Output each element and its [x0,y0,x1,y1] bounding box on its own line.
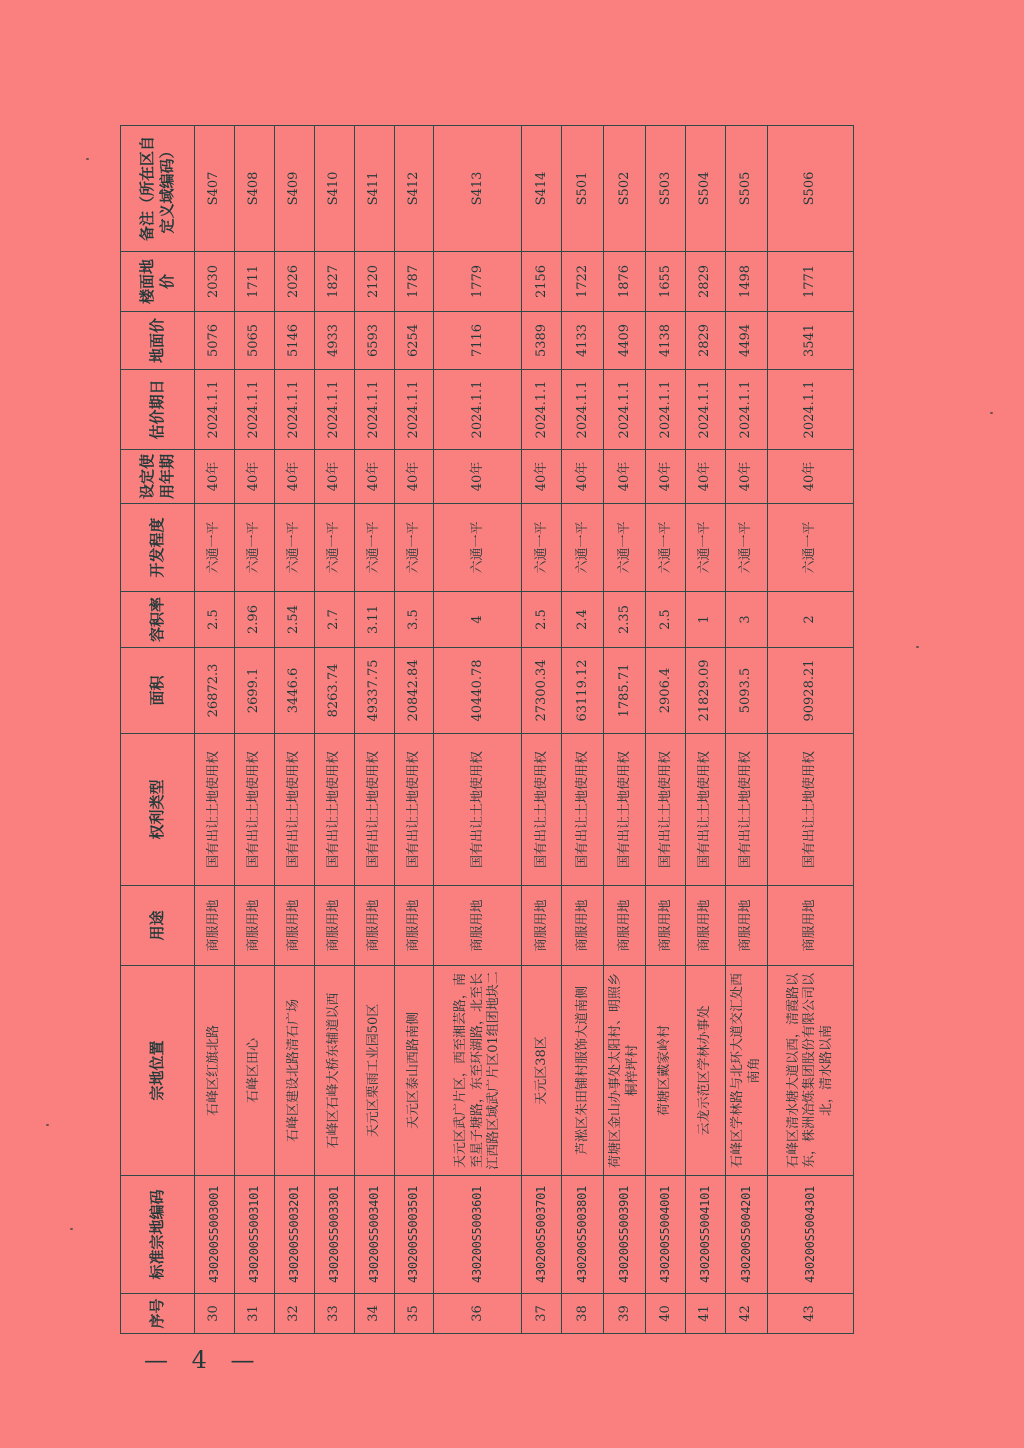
cell-location: 石峰区红旗北路 [195,966,235,1176]
cell-years: 40年 [274,450,314,504]
cell-area: 2906.4 [646,648,686,734]
cell-far: 4 [434,592,522,648]
cell-right: 国有出让土地使用权 [646,734,686,886]
header-dev: 开发程度 [121,504,195,592]
cell-land-price: 2829 [686,312,726,370]
page-number: — 4 — [144,1346,263,1374]
scan-speck [70,1228,73,1230]
cell-remark: S414 [522,126,562,252]
cell-date: 2024.1.1 [768,370,854,450]
header-far: 容积率 [121,592,195,648]
cell-remark: S408 [234,126,274,252]
cell-code: 430200S5004101 [686,1176,726,1294]
cell-remark: S501 [562,126,604,252]
cell-right: 国有出让土地使用权 [234,734,274,886]
cell-floor-price: 2026 [274,252,314,312]
rotated-table-sheet [120,136,854,1334]
cell-use: 商服用地 [394,886,434,966]
header-right: 权利类型 [121,734,195,886]
cell-seq: 35 [394,1294,434,1334]
cell-location: 天元区栗雨工业园50区 [354,966,394,1176]
cell-far: 3 [726,592,768,648]
cell-remark: S412 [394,126,434,252]
cell-remark: S409 [274,126,314,252]
cell-code: 430200S5004201 [726,1176,768,1294]
scan-speck [916,646,919,648]
cell-date: 2024.1.1 [604,370,646,450]
table-row [646,126,686,1334]
cell-floor-price: 2829 [686,252,726,312]
cell-use: 商服用地 [354,886,394,966]
cell-code: 430200S5003101 [234,1176,274,1294]
cell-right: 国有出让土地使用权 [686,734,726,886]
table-row [314,126,354,1334]
cell-dev: 六通一平 [562,504,604,592]
cell-area: 27300.34 [522,648,562,734]
cell-dev: 六通一平 [314,504,354,592]
cell-use: 商服用地 [726,886,768,966]
cell-date: 2024.1.1 [522,370,562,450]
header-remark: 备注（所在区自定义域编码） [121,126,195,252]
cell-far: 2.35 [604,592,646,648]
cell-land-price: 4133 [562,312,604,370]
cell-use: 商服用地 [522,886,562,966]
cell-dev: 六通一平 [234,504,274,592]
cell-far: 3.5 [394,592,434,648]
cell-code: 430200S5003901 [604,1176,646,1294]
cell-seq: 31 [234,1294,274,1334]
cell-dev: 六通一平 [646,504,686,592]
cell-years: 40年 [562,450,604,504]
table-row [686,126,726,1334]
cell-area: 3446.6 [274,648,314,734]
cell-location: 荷塘区金山办事处太阳村、明照乡桐梓坪村 [604,966,646,1176]
scan-speck [46,1124,49,1126]
cell-land-price: 5389 [522,312,562,370]
cell-right: 国有出让土地使用权 [768,734,854,886]
cell-far: 3.11 [354,592,394,648]
cell-far: 2.5 [195,592,235,648]
cell-area: 40440.78 [434,648,522,734]
cell-use: 商服用地 [234,886,274,966]
cell-dev: 六通一平 [768,504,854,592]
header-use: 用途 [121,886,195,966]
cell-date: 2024.1.1 [726,370,768,450]
cell-code: 430200S5004001 [646,1176,686,1294]
header-seq: 序号 [121,1294,195,1334]
cell-code: 430200S5003401 [354,1176,394,1294]
cell-code: 430200S5003601 [434,1176,522,1294]
cell-far: 2.7 [314,592,354,648]
cell-date: 2024.1.1 [434,370,522,450]
cell-seq: 38 [562,1294,604,1334]
cell-seq: 32 [274,1294,314,1334]
cell-far: 1 [686,592,726,648]
cell-years: 40年 [522,450,562,504]
cell-land-price: 5076 [195,312,235,370]
table-row [394,126,434,1334]
cell-code: 430200S5003501 [394,1176,434,1294]
cell-date: 2024.1.1 [274,370,314,450]
table-row [562,126,604,1334]
table-row [195,126,235,1334]
cell-years: 40年 [726,450,768,504]
cell-right: 国有出让土地使用权 [726,734,768,886]
cell-location: 石峰区石峰大桥东辅道以西 [314,966,354,1176]
cell-remark: S410 [314,126,354,252]
cell-area: 21829.09 [686,648,726,734]
cell-use: 商服用地 [604,886,646,966]
cell-years: 40年 [234,450,274,504]
cell-right: 国有出让土地使用权 [195,734,235,886]
cell-dev: 六通一平 [394,504,434,592]
cell-remark: S407 [195,126,235,252]
cell-seq: 36 [434,1294,522,1334]
cell-floor-price: 1787 [394,252,434,312]
cell-floor-price: 1722 [562,252,604,312]
cell-area: 20842.84 [394,648,434,734]
cell-seq: 33 [314,1294,354,1334]
cell-right: 国有出让土地使用权 [394,734,434,886]
cell-floor-price: 2156 [522,252,562,312]
cell-remark: S413 [434,126,522,252]
table-row [354,126,394,1334]
table-row [234,126,274,1334]
cell-right: 国有出让土地使用权 [604,734,646,886]
cell-dev: 六通一平 [604,504,646,592]
cell-floor-price: 2120 [354,252,394,312]
cell-date: 2024.1.1 [354,370,394,450]
cell-dev: 六通一平 [522,504,562,592]
cell-location: 天元区武广片区，西至湘芸路，南至星子塘路，东至环湖路，北至长江西路区域武广片区01组团地块二 [434,966,522,1176]
cell-date: 2024.1.1 [314,370,354,450]
table-row [434,126,522,1334]
cell-floor-price: 1779 [434,252,522,312]
cell-floor-price: 1655 [646,252,686,312]
cell-land-price: 5065 [234,312,274,370]
cell-use: 商服用地 [768,886,854,966]
table-rotation-wrapper [120,136,854,1334]
cell-location: 天元区泰山西路南侧 [394,966,434,1176]
table-row [274,126,314,1334]
cell-seq: 40 [646,1294,686,1334]
cell-land-price: 7116 [434,312,522,370]
cell-code: 430200S5003701 [522,1176,562,1294]
cell-land-price: 4494 [726,312,768,370]
cell-seq: 30 [195,1294,235,1334]
cell-floor-price: 2030 [195,252,235,312]
cell-location: 天元区38区 [522,966,562,1176]
cell-land-price: 4933 [314,312,354,370]
cell-floor-price: 1827 [314,252,354,312]
cell-dev: 六通一平 [434,504,522,592]
land-price-table [120,125,854,1334]
cell-code: 430200S5003301 [314,1176,354,1294]
cell-location: 荷塘区戴家岭村 [646,966,686,1176]
cell-location: 石峰区学林路与北环大道交汇处西南角 [726,966,768,1176]
cell-date: 2024.1.1 [195,370,235,450]
cell-area: 63119.12 [562,648,604,734]
cell-seq: 34 [354,1294,394,1334]
header-land-price: 地面价 [121,312,195,370]
header-row [121,126,195,1334]
header-code: 标准宗地编码 [121,1176,195,1294]
cell-date: 2024.1.1 [646,370,686,450]
cell-remark: S411 [354,126,394,252]
cell-date: 2024.1.1 [686,370,726,450]
cell-right: 国有出让土地使用权 [522,734,562,886]
cell-remark: S506 [768,126,854,252]
cell-floor-price: 1711 [234,252,274,312]
cell-dev: 六通一平 [354,504,394,592]
cell-years: 40年 [768,450,854,504]
cell-far: 2.5 [646,592,686,648]
scan-speck [990,412,993,414]
scan-speck [86,158,89,160]
cell-use: 商服用地 [434,886,522,966]
cell-area: 1785.71 [604,648,646,734]
table-row [604,126,646,1334]
cell-land-price: 6254 [394,312,434,370]
cell-date: 2024.1.1 [234,370,274,450]
cell-seq: 39 [604,1294,646,1334]
header-area: 面积 [121,648,195,734]
header-date: 估价期日 [121,370,195,450]
cell-location: 石峰区清水塘大道以西，清霞路以东，株洲冶炼集团股份有限公司以北，清水路以南 [768,966,854,1176]
cell-years: 40年 [434,450,522,504]
cell-years: 40年 [354,450,394,504]
cell-location: 石峰区建设北路清石广场 [274,966,314,1176]
cell-area: 2699.1 [234,648,274,734]
cell-code: 430200S5003001 [195,1176,235,1294]
cell-location: 石峰区田心 [234,966,274,1176]
cell-right: 国有出让土地使用权 [354,734,394,886]
cell-area: 8263.74 [314,648,354,734]
cell-area: 5093.5 [726,648,768,734]
cell-far: 2 [768,592,854,648]
cell-years: 40年 [314,450,354,504]
cell-seq: 37 [522,1294,562,1334]
cell-floor-price: 1498 [726,252,768,312]
cell-use: 商服用地 [646,886,686,966]
cell-far: 2.5 [522,592,562,648]
cell-seq: 41 [686,1294,726,1334]
cell-far: 2.4 [562,592,604,648]
cell-years: 40年 [686,450,726,504]
cell-far: 2.54 [274,592,314,648]
cell-dev: 六通一平 [195,504,235,592]
cell-location: 云龙示范区学林办事处 [686,966,726,1176]
cell-date: 2024.1.1 [394,370,434,450]
cell-location: 芦淞区朱田铺村服饰大道南侧 [562,966,604,1176]
cell-right: 国有出让土地使用权 [274,734,314,886]
cell-code: 430200S5003201 [274,1176,314,1294]
cell-area: 90928.21 [768,648,854,734]
cell-land-price: 6593 [354,312,394,370]
cell-years: 40年 [646,450,686,504]
cell-use: 商服用地 [562,886,604,966]
cell-right: 国有出让土地使用权 [562,734,604,886]
cell-land-price: 3541 [768,312,854,370]
cell-land-price: 4409 [604,312,646,370]
cell-area: 26872.3 [195,648,235,734]
cell-years: 40年 [195,450,235,504]
cell-seq: 43 [768,1294,854,1334]
cell-far: 2.96 [234,592,274,648]
cell-code: 430200S5004301 [768,1176,854,1294]
cell-right: 国有出让土地使用权 [434,734,522,886]
cell-floor-price: 1771 [768,252,854,312]
cell-dev: 六通一平 [274,504,314,592]
table-row [726,126,768,1334]
cell-remark: S502 [604,126,646,252]
table-row [522,126,562,1334]
cell-area: 49337.75 [354,648,394,734]
cell-code: 430200S5003801 [562,1176,604,1294]
cell-remark: S505 [726,126,768,252]
cell-use: 商服用地 [274,886,314,966]
cell-seq: 42 [726,1294,768,1334]
cell-use: 商服用地 [195,886,235,966]
cell-use: 商服用地 [686,886,726,966]
cell-years: 40年 [394,450,434,504]
header-location: 宗地位置 [121,966,195,1176]
cell-date: 2024.1.1 [562,370,604,450]
cell-land-price: 4138 [646,312,686,370]
cell-dev: 六通一平 [726,504,768,592]
cell-remark: S503 [646,126,686,252]
header-floor-price: 楼面地价 [121,252,195,312]
cell-years: 40年 [604,450,646,504]
cell-floor-price: 1876 [604,252,646,312]
cell-right: 国有出让土地使用权 [314,734,354,886]
cell-land-price: 5146 [274,312,314,370]
table-row [768,126,854,1334]
cell-dev: 六通一平 [686,504,726,592]
cell-remark: S504 [686,126,726,252]
header-years: 设定使用年期 [121,450,195,504]
cell-use: 商服用地 [314,886,354,966]
